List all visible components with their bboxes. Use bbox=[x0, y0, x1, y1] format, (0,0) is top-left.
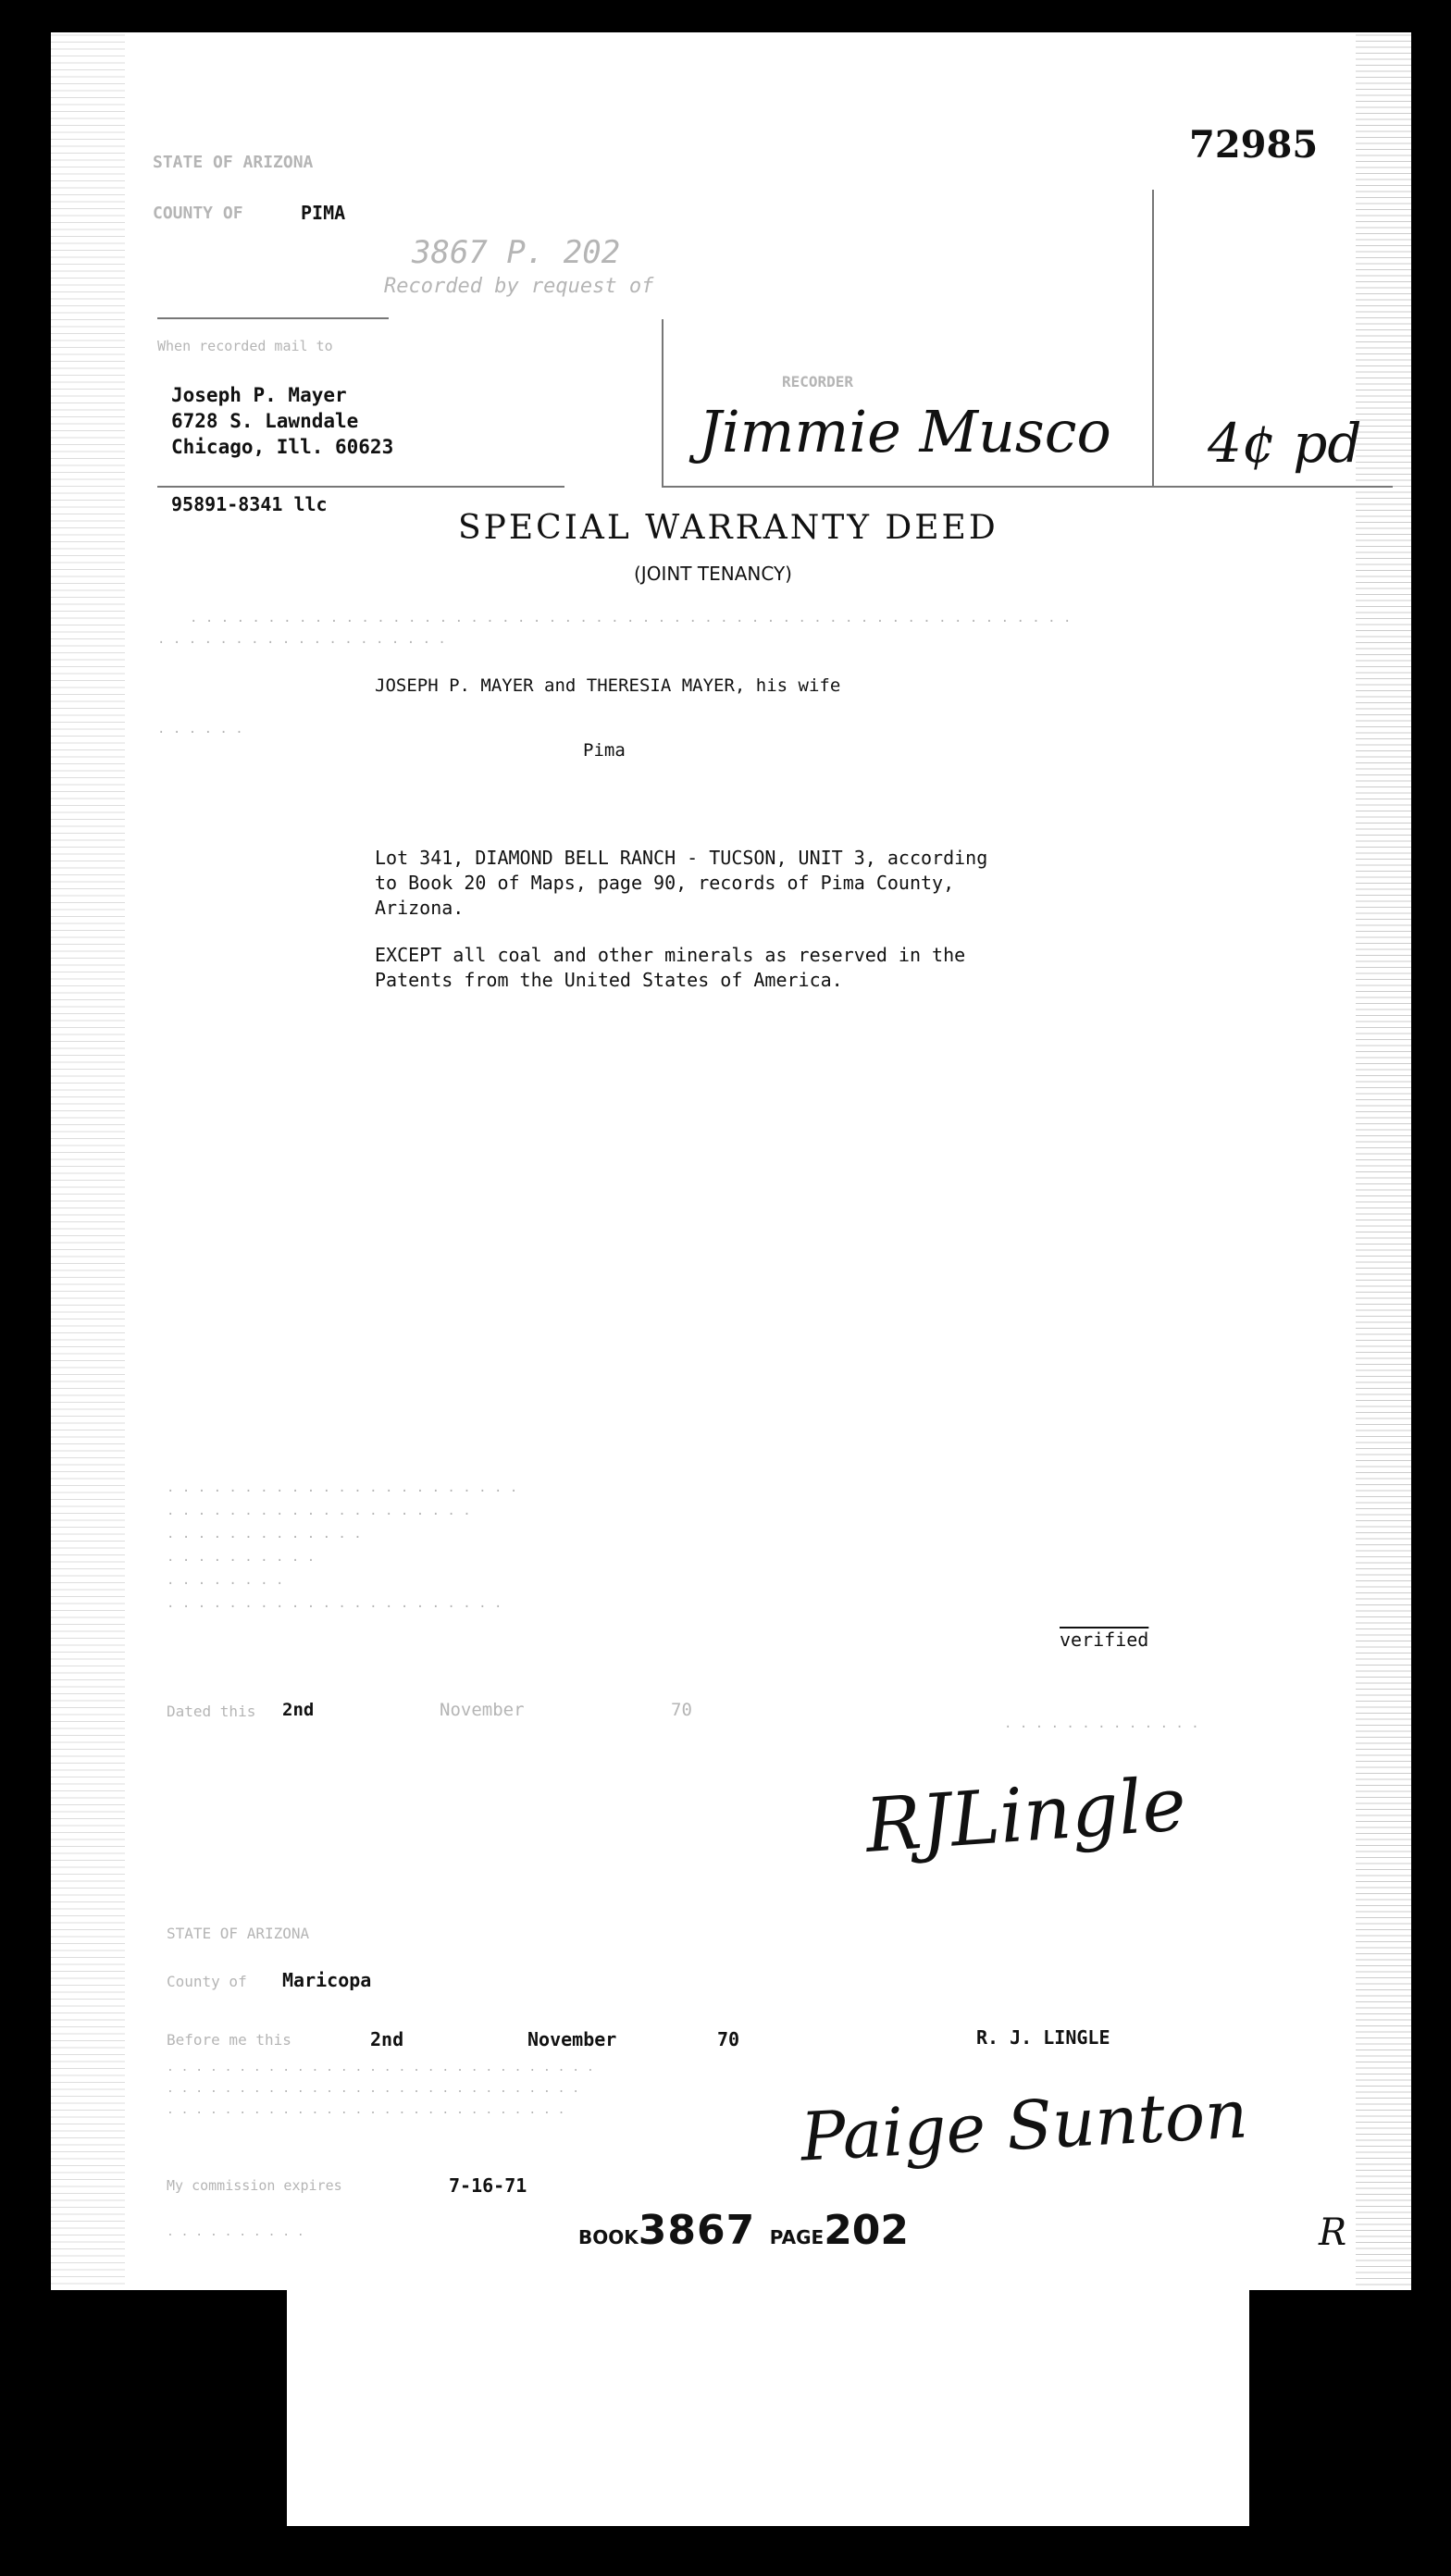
return-name: Joseph P. Mayer bbox=[171, 384, 347, 406]
deed-subtitle: (JOINT TENANCY) bbox=[634, 563, 792, 585]
boilerplate-5: . . . . . . . . bbox=[167, 1573, 284, 1588]
verified-label: verified bbox=[1060, 1629, 1149, 1651]
legal-line-2: to Book 20 of Maps, page 90, records of Pima County, bbox=[375, 872, 955, 894]
deed-title: SPECIAL WARRANTY DEED bbox=[458, 509, 998, 547]
dated-day: 2nd bbox=[282, 1700, 315, 1720]
book-label: BOOK bbox=[578, 2226, 639, 2248]
recorded-line: 3867 P. 202 bbox=[412, 234, 621, 271]
recorder-box-right bbox=[1152, 190, 1154, 486]
scan-noise-left bbox=[51, 32, 125, 2290]
boilerplate-2: . . . . . . . . . . . . . . . . . . . . bbox=[167, 1504, 471, 1518]
commission-date: 7-16-71 bbox=[449, 2174, 527, 2197]
legal-line-3: Arizona. bbox=[375, 897, 465, 919]
legal-line-4: EXCEPT all coal and other minerals as reserved in the bbox=[375, 944, 966, 966]
notary-signature: Paige Sunton bbox=[799, 2074, 1250, 2176]
before-me-label: Before me this bbox=[167, 2031, 291, 2049]
notary-officer: R. J. LINGLE bbox=[976, 2026, 1110, 2049]
county-field: Pima bbox=[583, 740, 626, 761]
notary-boilerplate-2: . . . . . . . . . . . . . . . . . . . . . . . . . . . . . bbox=[167, 2082, 580, 2096]
legal-line-5: Patents from the United States of America. bbox=[375, 969, 843, 991]
boilerplate-4: . . . . . . . . . . bbox=[167, 1550, 316, 1565]
book-number: 3867 bbox=[638, 2207, 756, 2254]
notary-boilerplate-1: . . . . . . . . . . . . . . . . . . . . . . . . . . . . . . bbox=[167, 2061, 594, 2074]
boilerplate-3: . . . . . . . . . . . . . bbox=[167, 1527, 362, 1542]
dated-year: 70 bbox=[671, 1700, 692, 1720]
scan-noise-right bbox=[1356, 32, 1411, 2290]
preamble-line: . . . . . . . . . . . . . . . . . . . . . . . . . . . . . . . . . . . . . . . . . . . . . . . . . . . . . . . . . bbox=[190, 611, 1072, 625]
return-address-label: When recorded mail to bbox=[157, 338, 333, 354]
deed-page bbox=[51, 32, 1411, 2290]
recorder-box-left bbox=[662, 319, 663, 486]
dated-month: November bbox=[440, 1700, 525, 1720]
recorder-initials: 4¢ pd bbox=[1208, 412, 1362, 475]
recorder-box-bottom bbox=[662, 486, 1393, 488]
recorder-label: RECORDER bbox=[782, 373, 854, 390]
notary-public-label: . . . . . . . . . . bbox=[167, 2225, 304, 2239]
page-label: PAGE bbox=[769, 2226, 825, 2248]
grantees: JOSEPH P. MAYER and THERESIA MAYER, his wife bbox=[375, 675, 841, 696]
notary-day: 2nd bbox=[370, 2028, 404, 2050]
county-value: PIMA bbox=[301, 202, 346, 224]
notary-year: 70 bbox=[717, 2028, 740, 2050]
return-city: Chicago, Ill. 60623 bbox=[171, 436, 394, 458]
notary-month: November bbox=[527, 2028, 617, 2050]
boilerplate-6: . . . . . . . . . . . . . . . . . . . . . . bbox=[167, 1596, 502, 1611]
page-number: 202 bbox=[824, 2207, 910, 2254]
recorded-by: Recorded by request of bbox=[384, 275, 654, 298]
notary-county-label: County of bbox=[167, 1973, 247, 1990]
recorder-mark-bottom: R bbox=[1319, 2211, 1347, 2254]
book-stamp bbox=[578, 2207, 909, 2254]
grantor-line: . . . . . . . . . . . . . bbox=[1004, 1716, 1199, 1731]
document-number: 72985 bbox=[1189, 123, 1319, 167]
notary-county-value: Maricopa bbox=[282, 1969, 372, 1991]
file-code: 95891-8341 llc bbox=[171, 493, 328, 515]
paper-stub bbox=[287, 2285, 1249, 2526]
state-label: STATE OF ARIZONA bbox=[153, 153, 314, 172]
address-top-rule bbox=[157, 317, 389, 319]
return-street: 6728 S. Lawndale bbox=[171, 410, 359, 432]
grantor-signature: RJLingle bbox=[862, 1761, 1189, 1869]
county-field-label: . . . . . . bbox=[157, 722, 243, 737]
recorder-signature: Jimmie Musco bbox=[699, 398, 1111, 465]
notary-state-label: STATE OF ARIZONA bbox=[167, 1925, 310, 1942]
commission-label: My commission expires bbox=[167, 2177, 342, 2194]
preamble-line-2: . . . . . . . . . . . . . . . . . . . bbox=[157, 632, 446, 647]
address-bottom-rule bbox=[157, 486, 564, 488]
county-label: COUNTY OF bbox=[153, 204, 243, 223]
dated-label: Dated this bbox=[167, 1703, 256, 1720]
boilerplate-1: . . . . . . . . . . . . . . . . . . . . . . . bbox=[167, 1480, 518, 1495]
legal-line-1: Lot 341, DIAMOND BELL RANCH - TUCSON, UNIT 3, according bbox=[375, 847, 988, 869]
notary-boilerplate-3: . . . . . . . . . . . . . . . . . . . . . . . . . . . . bbox=[167, 2103, 565, 2117]
